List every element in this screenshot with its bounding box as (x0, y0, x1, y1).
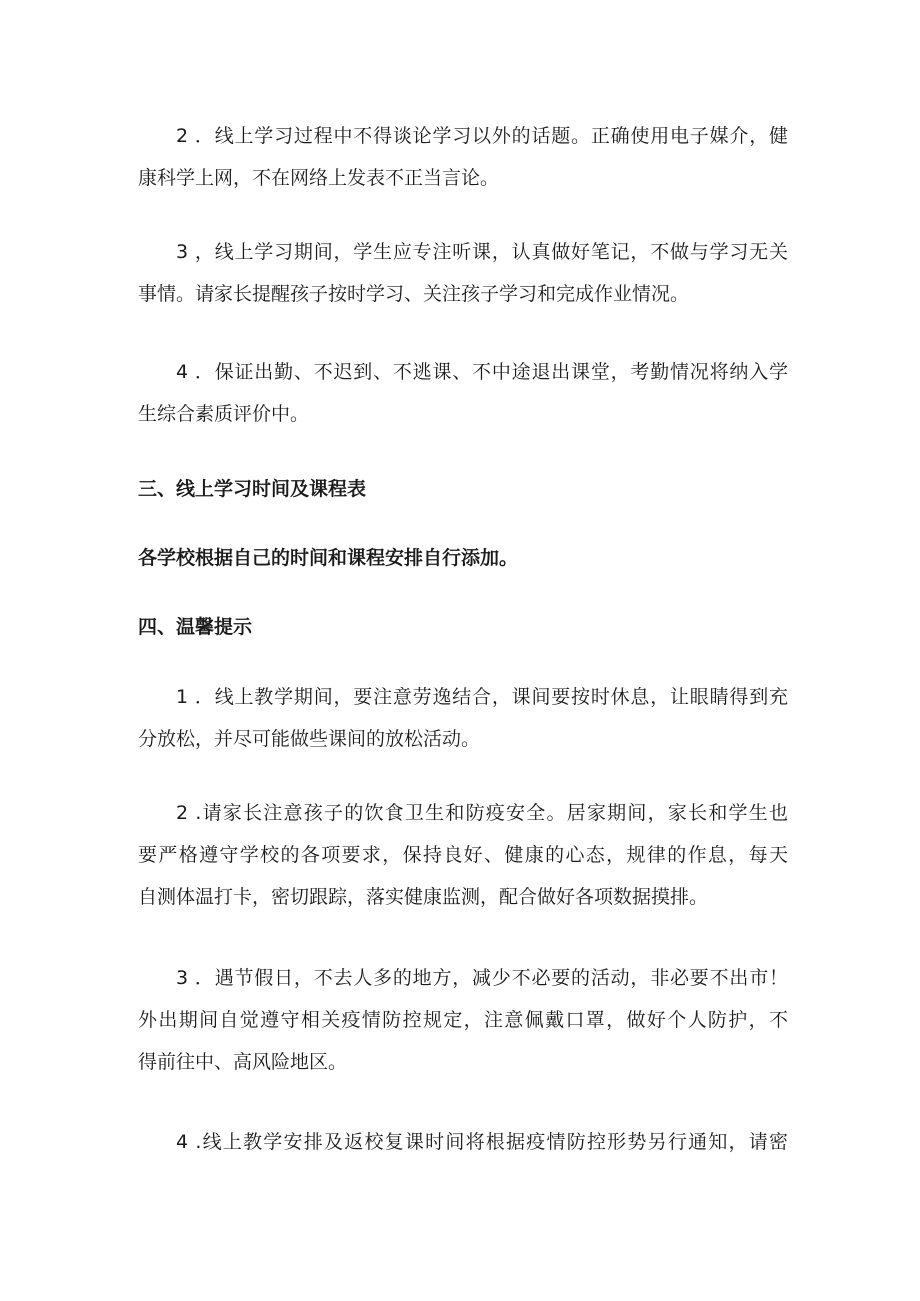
section-heading-tips (138, 606, 788, 648)
paragraph-line: 外出期间自觉遵守相关疫情防控规定，注意佩戴口罩，做好个人防护，不 (138, 1009, 788, 1031)
paragraph-tip-4 (138, 1121, 788, 1163)
paragraph-tip-2 (138, 792, 788, 918)
paragraph-line: 3 ，线上学习期间，学生应专注听课，认真做好笔记，不做与学习无关 (176, 241, 788, 263)
paragraph-line: 1 ．线上教学期间，要注意劳逸结合，课间要按时休息，让眼睛得到充 (176, 686, 788, 708)
paragraph-line: 康科学上网，不在网络上发表不正当言论。 (138, 167, 500, 189)
paragraph-rule-4 (138, 351, 788, 435)
paragraph-line: 事情。请家长提醒孩子按时学习、关注孩子学习和完成作业情况。 (138, 283, 690, 305)
paragraph-line: 2 ．线上学习过程中不得谈论学习以外的话题。正确使用电子媒介，健 (176, 125, 788, 147)
paragraph-tip-1 (138, 676, 788, 760)
paragraph-line: 2 .请家长注意孩子的饮食卫生和防疫安全。居家期间，家长和学生也 (176, 802, 788, 824)
paragraph-line: 各学校根据自己的时间和课程安排自行添加。 (138, 547, 519, 569)
section-body-schedule (138, 537, 788, 579)
paragraph-line: 4 ．保证出勤、不迟到、不逃课、不中途退出课堂，考勤情况将纳入学 (176, 361, 788, 383)
paragraph-tip-3 (138, 957, 788, 1083)
section-title: 三、线上学习时间及课程表 (138, 478, 367, 500)
paragraph-line: 分放松，并尽可能做些课间的放松活动。 (138, 728, 481, 750)
paragraph-line: 3 ．遇节假日，不去人多的地方，减少不必要的活动，非必要不出市！ (176, 967, 788, 989)
paragraph-rule-3 (138, 231, 788, 315)
section-heading-schedule (138, 468, 788, 510)
paragraph-line: 得前往中、高风险地区。 (138, 1051, 348, 1073)
paragraph-line: 自测体温打卡，密切跟踪，落实健康监测，配合做好各项数据摸排。 (138, 886, 709, 908)
paragraph-rule-2 (138, 115, 788, 199)
section-title: 四、温馨提示 (138, 616, 253, 638)
paragraph-line: 生综合素质评价中。 (138, 403, 310, 425)
paragraph-line: 要严格遵守学校的各项要求，保持良好、健康的心态，规律的作息，每天 (138, 844, 788, 866)
paragraph-line: 4 .线上教学安排及返校复课时间将根据疫情防控形势另行通知，请密 (176, 1131, 788, 1153)
